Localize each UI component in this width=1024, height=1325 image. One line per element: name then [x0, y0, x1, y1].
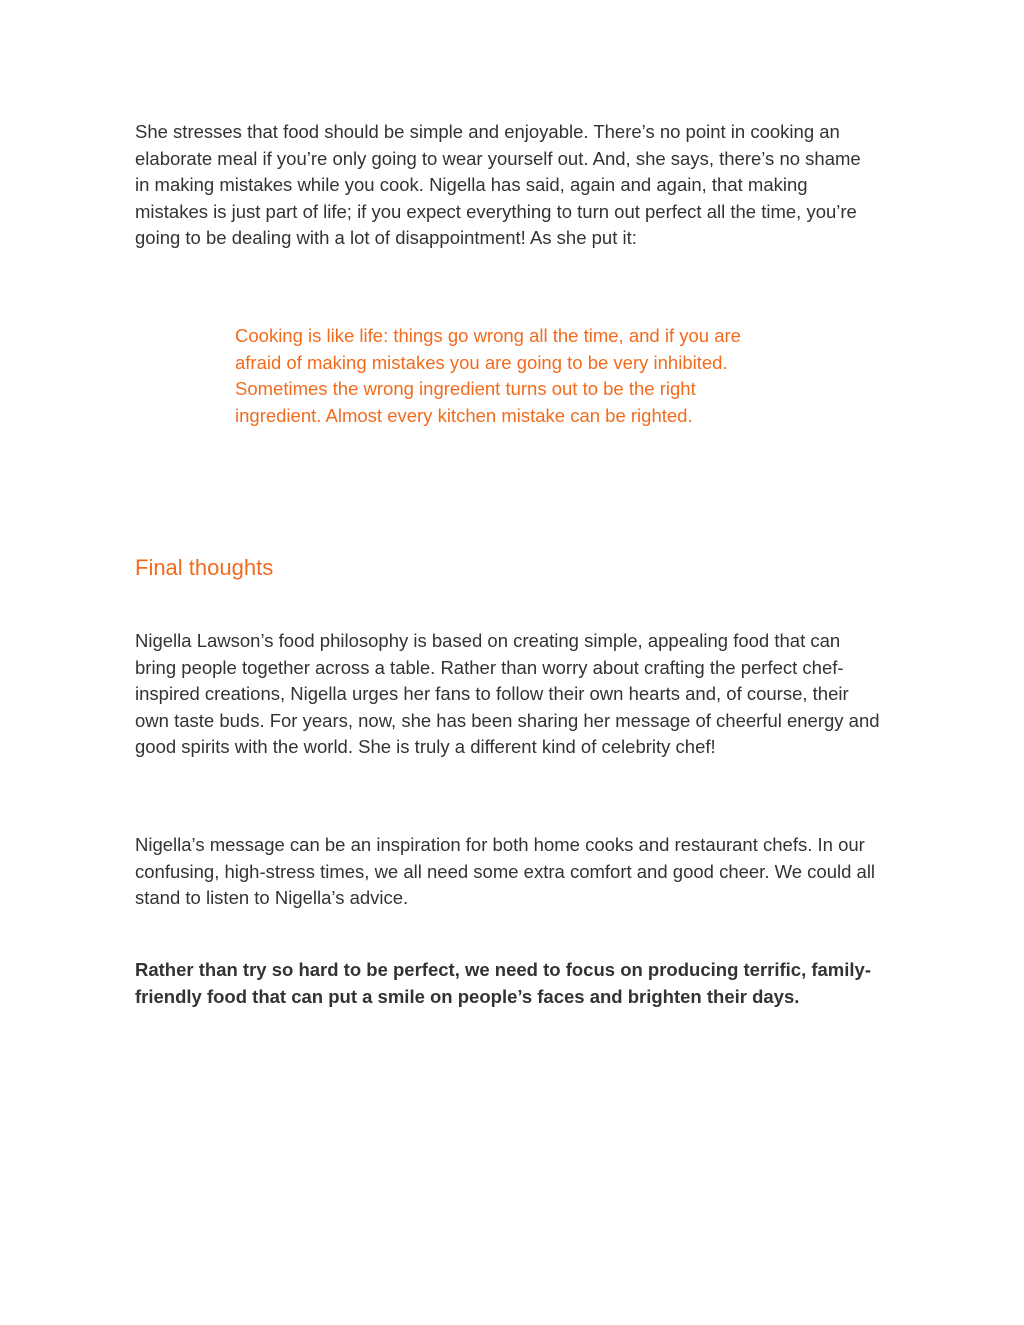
- final-thoughts-paragraph: Nigella Lawson’s food philosophy is based on creating simple, appealing food that can bring people together across a table. Rather than worry about crafting the perfect chef-inspired creations, Nigella urges her fans to follow their own hearts and, of course, their own taste buds. For years, now, she has been sharing her message of cheerful energy and good spirits with the world. She is truly a different kind of celebrity chef!: [135, 630, 880, 758]
- inspiration-paragraph: Nigella’s message can be an inspiration for both home cooks and restaurant chefs. In our confusing, high-stress times, we all need some extra comfort and good cheer. We could all stand to listen to Nigella’s advice.: [135, 834, 876, 909]
- section-heading-final-thoughts: Final thoughts: [135, 555, 274, 580]
- nigella-quote: Cooking is like life: things go wrong all the time, and if you are afraid of making mistakes you are going to be very inhibited. Sometimes the wrong ingredient turns out to be the right ingredient. Almost every kitchen mistake can be righted.: [235, 325, 741, 426]
- intro-paragraph: She stresses that food should be simple and enjoyable. There’s no point in cooking an elaborate meal if you’re only going to wear yourself out. And, she says, there’s no shame in making mistakes while you cook. Nigella has said, again and again, that making mistakes is just part of life; if you expect everything to turn out perfect all the time, you’re going to be dealing with a lot of disappointment! As she put it:: [135, 121, 861, 249]
- closing-statement: Rather than try so hard to be perfect, we need to focus on producing terrific, family-friendly food that can put a smile on people’s faces and brighten their days.: [135, 959, 871, 1007]
